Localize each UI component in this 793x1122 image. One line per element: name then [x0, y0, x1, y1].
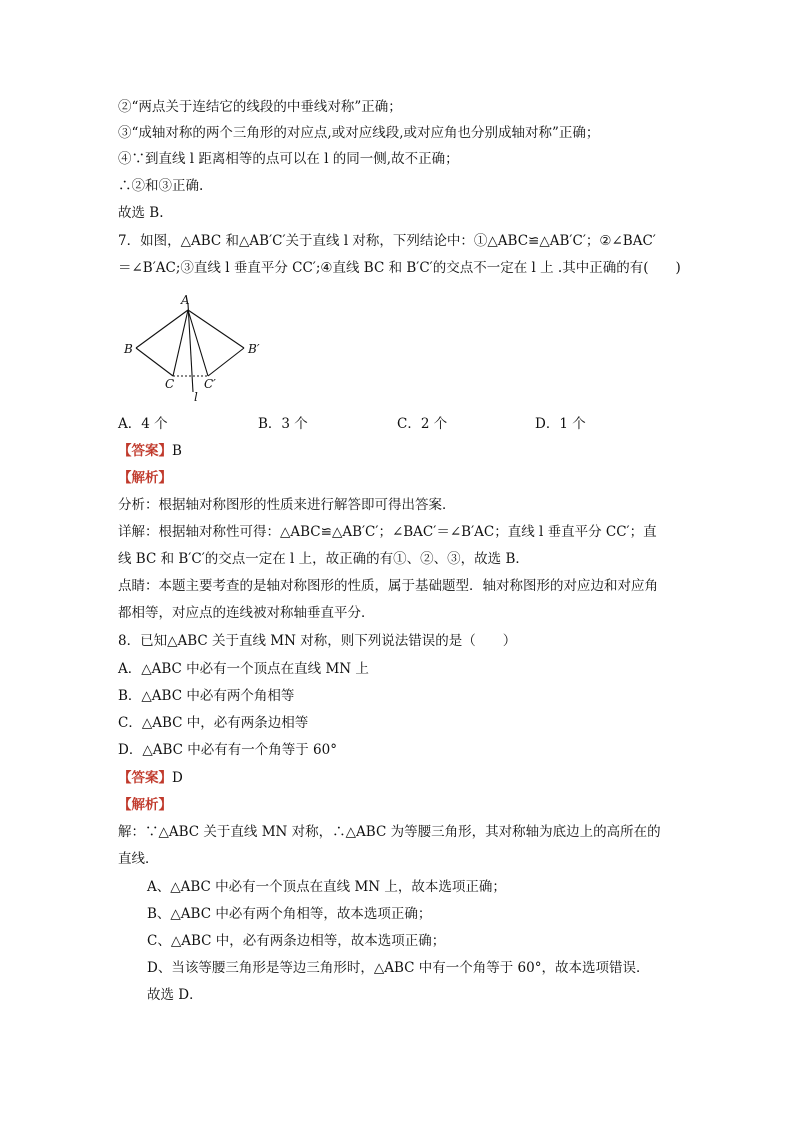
- triangle-symmetry-figure: [118, 290, 278, 402]
- text-line: ④∵到直线 l 距离相等的点可以在 l 的同一侧,故不正确；: [118, 151, 459, 167]
- q7-option-a: A．4 个: [118, 416, 168, 432]
- q8-option-a: A．△ABC 中必有一个顶点在直线 MN 上: [118, 661, 369, 677]
- segment-bc-prime: [208, 348, 244, 376]
- q8-analysis-line: 直线．: [118, 851, 159, 867]
- label-c-prime: C′: [204, 377, 216, 391]
- question-7-stem: 7．如图，△ABC 和△AB′C′关于直线 l 对称，下列结论中：①△ABC≌△AB′C′；②∠BAC′: [118, 233, 656, 249]
- q8-option-c: C．△ABC 中，必有两条边相等: [118, 715, 309, 731]
- label-c: C: [165, 377, 175, 391]
- answer-label: 【答案】: [118, 443, 172, 459]
- q8-analysis-item: A、△ABC 中必有一个顶点在直线 MN 上，故本选项正确；: [147, 879, 506, 895]
- q7-analysis-line: 分析：根据轴对称图形的性质来进行解答即可得出答案．: [118, 497, 456, 513]
- q8-analysis-item: C、△ABC 中，必有两条边相等，故本选项正确；: [147, 933, 446, 949]
- q7-option-c: C．2 个: [397, 416, 448, 432]
- q7-analysis-label: 【解析】: [118, 470, 172, 486]
- segment-bc: [136, 348, 173, 376]
- label-b-prime: B′: [248, 342, 260, 356]
- text-line: ②“两点关于连结它的线段的中垂线对称”正确；: [118, 99, 402, 115]
- segment-ab-prime: [188, 310, 244, 348]
- answer-label: 【答案】: [118, 770, 172, 786]
- q8-answer: [118, 768, 183, 788]
- q7-analysis-line: 点睛：本题主要考查的是轴对称图形的性质，属于基础题型．轴对称图形的对应边和对应角: [118, 578, 658, 594]
- label-l: l: [194, 390, 198, 402]
- question-7-stem: ＝∠B′AC;③直线 l 垂直平分 CC′;④直线 BC 和 B′C′的交点不一定在 l 上 .其中正确的有( ): [118, 260, 681, 276]
- q8-analysis-label: 【解析】: [118, 797, 172, 813]
- q8-analysis-line: 解：∵△ABC 关于直线 MN 对称，∴△ABC 为等腰三角形，其对称轴为底边上的高所在的: [118, 824, 661, 840]
- q7-analysis-line: 都相等，对应点的连线被对称轴垂直平分．: [118, 605, 375, 621]
- label-b: B: [124, 342, 133, 356]
- text-line: ∴②和③正确.: [118, 178, 204, 194]
- text-line: ③“成轴对称的两个三角形的对应点,或对应线段,或对应角也分别成轴对称”正确；: [118, 125, 600, 141]
- q8-analysis-item: D、当该等腰三角形是等边三角形时，△ABC 中有一个角等于 60°，故本选项错误．: [147, 960, 650, 976]
- answer-value: B: [172, 443, 182, 459]
- q8-analysis-item: 故选 D．: [147, 987, 203, 1003]
- q8-option-b: B．△ABC 中必有两个角相等: [118, 688, 295, 704]
- text-line: 故选 B.: [118, 205, 164, 221]
- label-a: A: [181, 293, 190, 307]
- q7-option-d: D．1 个: [535, 416, 586, 432]
- q8-analysis-item: B、△ABC 中必有两个角相等，故本选项正确；: [147, 906, 432, 922]
- q8-option-d: D．△ABC 中必有有一个角等于 60°: [118, 742, 337, 758]
- q7-answer: [118, 441, 182, 461]
- question-8-stem: 8．已知△ABC 关于直线 MN 对称，则下列说法错误的是（ ）: [118, 633, 517, 649]
- q7-analysis-line: 详解：根据轴对称性可得：△ABC≌△AB′C′；∠BAC′＝∠B′AC；直线 l 垂直平分 CC′；直: [118, 524, 657, 540]
- answer-value: D: [172, 770, 183, 786]
- q7-option-b: B．3 个: [258, 416, 308, 432]
- q7-analysis-line: 线 BC 和 B′C′的交点一定在 l 上，故正确的有①、②、③，故选 B．: [118, 551, 529, 567]
